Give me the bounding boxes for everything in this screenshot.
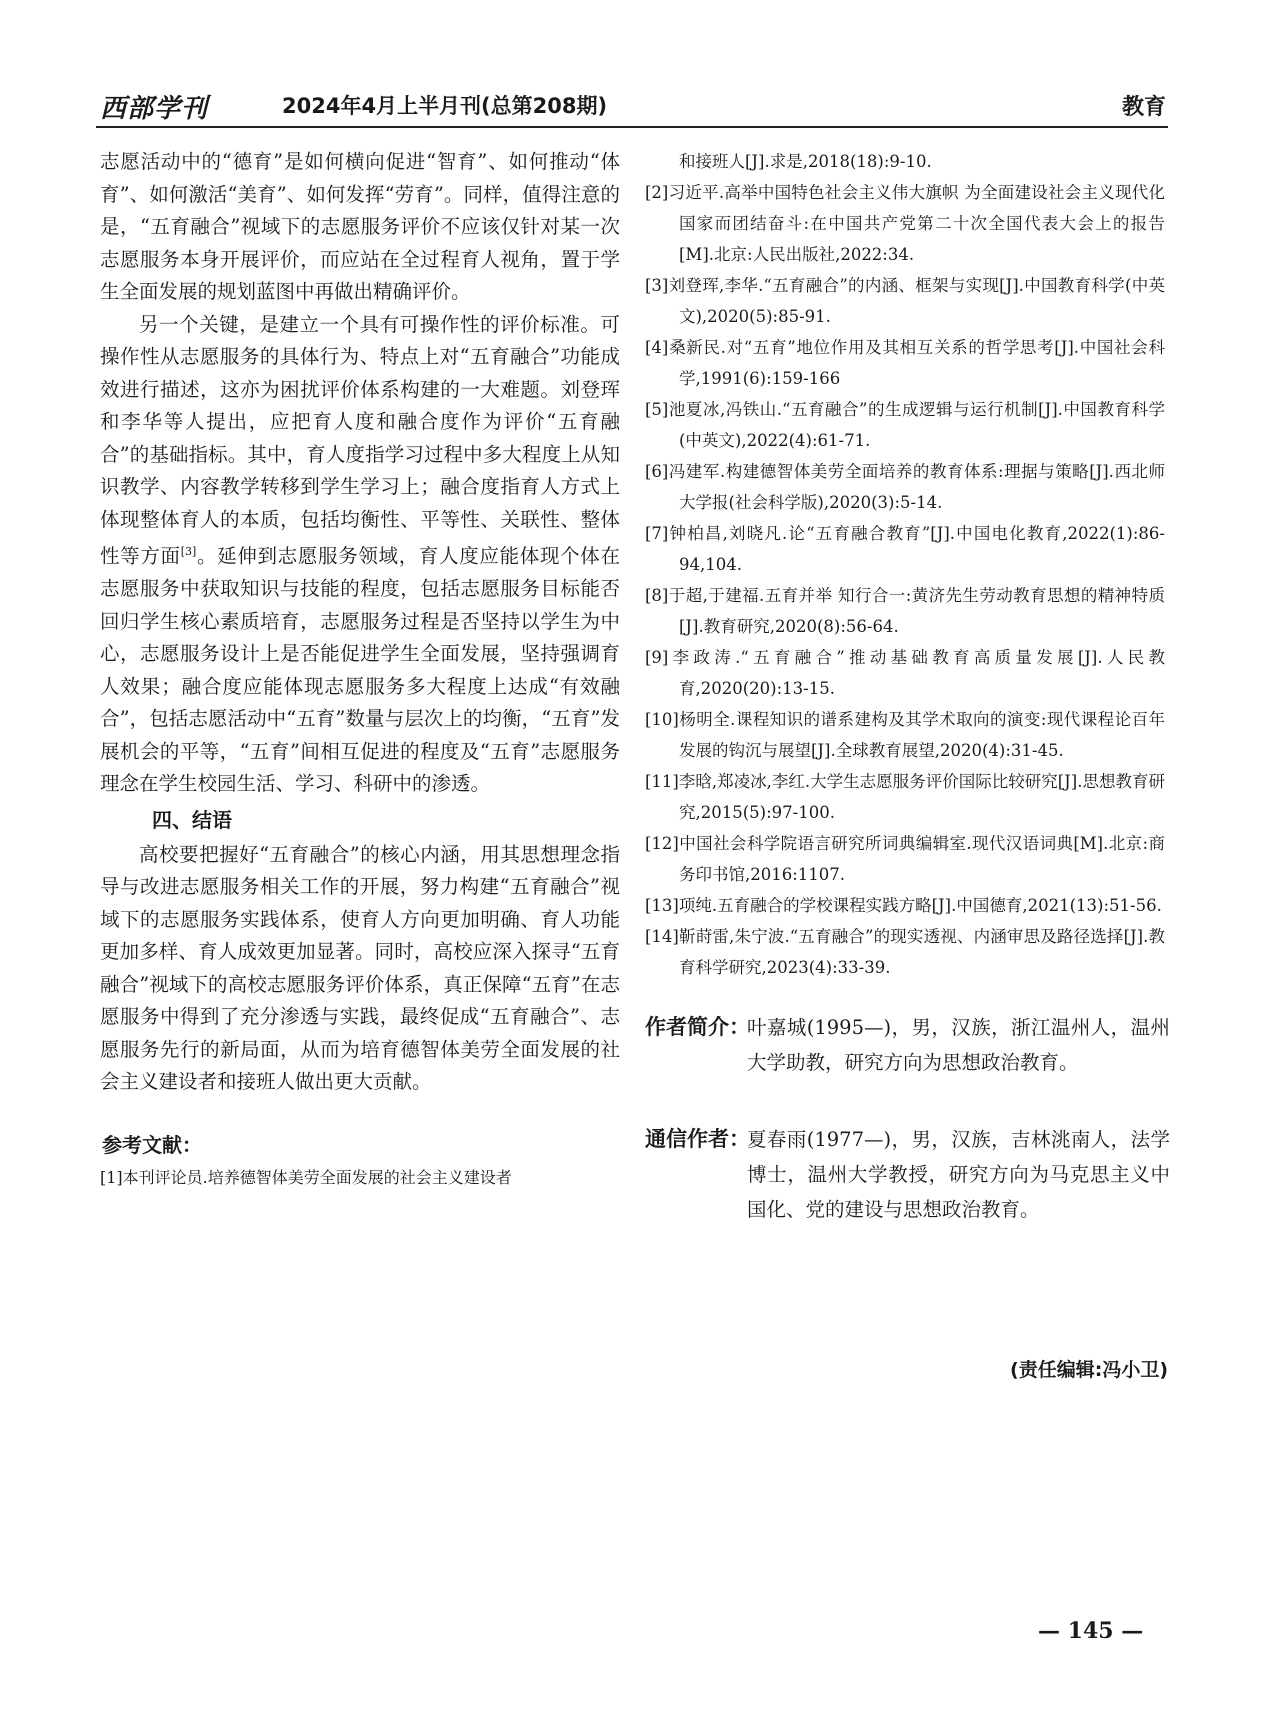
left-column	[100, 146, 620, 1190]
paragraph-text: 另一个关键，是建立一个具有可操作性的评价标准。可操作性从志愿服务的具体行为、特点上对“五育融合”功能成效进行描述，这亦为困扰评价体系构建的一大难题。刘登珲和李华等人提出，应把育人度和融合度作为评价“五育融合”的基础指标。其中，育人度指学习过程中多大程度上从知识教学、内容教学转移到学生学习上；融合度指育人方式上体现整体育人的本质，包括均衡性、平等性、关联性、整体性等方面	[100, 312, 620, 568]
paragraph-text: 。延伸到志愿服务领域，育人度应能体现个体在志愿服务中获取知识与技能的程度，包括志愿服务目标能否回归学生核心素质培育，志愿服务过程是否坚持以学生为中心，志愿服务设计上是否能促进学生全面发展，坚持强调育人效果；融合度应能体现志愿服务多大程度上达成“有效融合”，包括志愿活动中“五育”数量与层次上的均衡，“五育”发展机会的平等，“五育”间相互促进的程度及“五育”志愿服务理念在学生校园生活、学习、科研中的渗透。	[100, 544, 620, 795]
reference-item: [2]习近平.高举中国特色社会主义伟大旗帜 为全面建设社会主义现代化国家而团结奋斗:在中国共产党第二十次全国代表大会上的报告[M].北京:人民出版社,2022:34.	[645, 183, 1165, 264]
citation: [3]	[180, 545, 197, 558]
author-text: 叶嘉城(1995—)，男，汉族，浙江温州人，温州大学助教，研究方向为思想政治教育。	[747, 1016, 1170, 1074]
reference-item: [6]冯建军.构建德智体美劳全面培养的教育体系:理据与策略[J].西北师大学报(社会科学版),2020(3):5-14.	[645, 462, 1165, 512]
page-number: — 145 —	[1038, 1618, 1144, 1644]
paragraph: 高校要把握好“五育融合”的核心内涵，用其思想理念指导与改进志愿服务相关工作的开展，努力构建“五育融合”视域下的志愿服务实践体系，使育人方向更加明确、育人功能更加多样、育人成效更加显著。同时，高校应深入探寻“五育融合”视域下的高校志愿服务评价体系，真正保障“五育”在志愿服务中得到了充分渗透与实践，最终促成“五育融合”、志愿服务先行的新局面，从而为培育德智体美劳全面发展的社会主义建设者和接班人做出更大贡献。	[100, 842, 620, 1093]
reference-item: [8]于超,于建福.五育并举 知行合一:黄济先生劳动教育思想的精神特质[J].教育研究,2020(8):56-64.	[645, 586, 1165, 636]
corresponding-author	[645, 1122, 1170, 1227]
reference-item: [9]李政涛.“五育融合”推动基础教育高质量发展[J].人民教育,2020(20):13-15.	[645, 648, 1165, 698]
page-header	[96, 82, 1168, 128]
paragraph: 志愿活动中的“德育”是如何横向促进“智育”、如何推动“体育”、如何激活“美育”、如何发挥“劳育”。同样，值得注意的是，“五育融合”视域下的志愿服务评价不应该仅针对某一次志愿服务本身开展评价，而应站在全过程育人视角，置于学生全面发展的规划蓝图中再做出精确评价。	[100, 150, 620, 303]
reference-item: [5]池夏冰,冯铁山.“五育融合”的生成逻辑与运行机制[J].中国教育科学(中英文),2022(4):61-71.	[645, 400, 1165, 450]
journal-name: 西部学刊	[100, 94, 209, 124]
reference-list	[645, 177, 1165, 983]
references-heading: 参考文献：	[102, 1132, 202, 1157]
right-column	[645, 146, 1165, 983]
corresponding-text: 夏春雨(1977—)，男，汉族，吉林洮南人，法学博士，温州大学教授，研究方向为马克思主义中国化、党的建设与思想政治教育。	[747, 1128, 1170, 1221]
reference-item: [13]项纯.五育融合的学校课程实践方略[J].中国德育,2021(13):51-56.	[645, 896, 1162, 915]
reference-item: [12]中国社会科学院语言研究所词典编辑室.现代汉语词典[M].北京:商务印书馆,2016:1107.	[645, 834, 1165, 884]
reference-item: [14]靳莳雷,朱宁波.“五育融合”的现实透视、内涵审思及路径选择[J].教育科学研究,2023(4):33-39.	[645, 927, 1165, 977]
reference-item: 和接班人[J].求是,2018(18):9-10.	[679, 152, 932, 171]
section-heading: 四、结语	[152, 807, 232, 832]
reference-item: [10]杨明全.课程知识的谱系建构及其学术取向的演变:现代课程论百年发展的钩沉与展望[J].全球教育展望,2020(4):31-45.	[645, 710, 1165, 760]
paragraph	[100, 309, 620, 801]
reference-item: [7]钟柏昌,刘晓凡.论“五育融合教育”[J].中国电化教育,2022(1):86-94,104.	[645, 524, 1165, 574]
reference-item: [1]本刊评论员.培养德智体美劳全面发展的社会主义建设者	[100, 1167, 512, 1187]
responsible-editor: (责任编辑:冯小卫)	[1010, 1359, 1168, 1381]
author-bio	[645, 1010, 1170, 1080]
corresponding-label: 通信作者：	[645, 1127, 750, 1151]
author-label: 作者简介：	[645, 1015, 750, 1039]
reference-item: [11]李晗,郑凌冰,李红.大学生志愿服务评价国际比较研究[J].思想教育研究,2015(5):97-100.	[645, 772, 1165, 822]
reference-item: [3]刘登珲,李华.“五育融合”的内涵、框架与实现[J].中国教育科学(中英文),2020(5):85-91.	[645, 276, 1165, 326]
section-name: 教育	[1121, 95, 1166, 120]
issue-info: 2024年4月上半月刊(总第208期)	[282, 94, 608, 118]
reference-item: [4]桑新民.对“五育”地位作用及其相互关系的哲学思考[J].中国社会科学,1991(6):159-166	[645, 338, 1165, 388]
